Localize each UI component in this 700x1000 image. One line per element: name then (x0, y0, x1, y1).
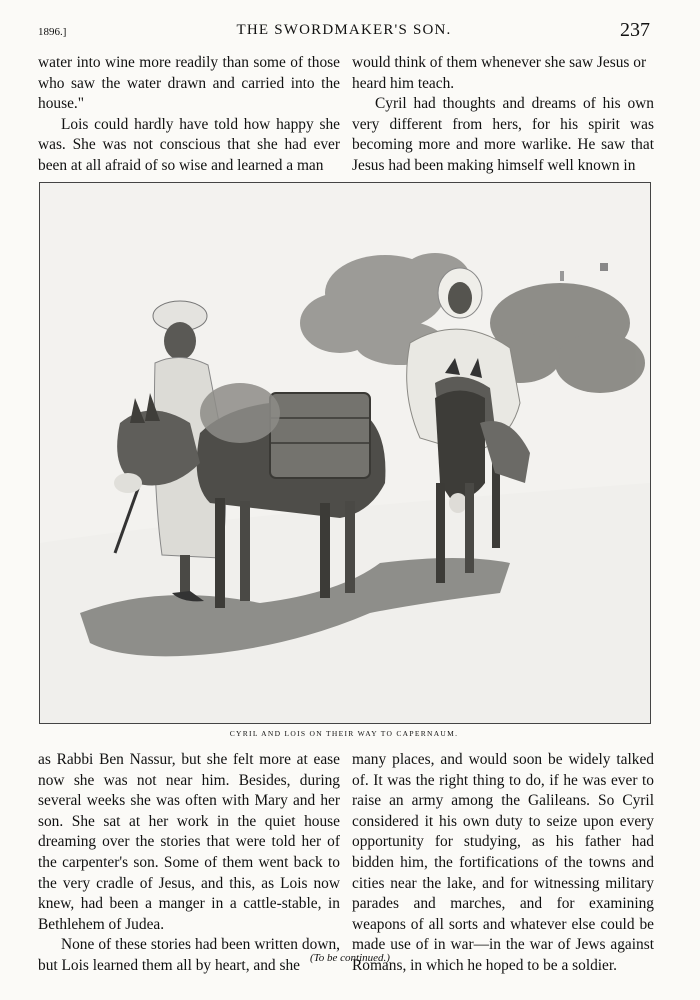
column-top-left (38, 53, 340, 177)
paragraph: Lois could hardly have told how happy she was. She was not conscious that she had ever been at all afraid of so wise and learned a man (38, 115, 340, 174)
paragraph: Cyril had thoughts and dreams of his own very different from hers, for his spirit was becoming more and more warlike. He saw that Jesus had been making himself well known in (352, 95, 654, 174)
column-bottom-right (352, 750, 654, 977)
illustration (39, 182, 651, 724)
header-year: 1896.] (38, 26, 67, 38)
to-be-continued-note: (To be continued.) (310, 952, 390, 964)
running-title: THE SWORDMAKER'S SON. (236, 22, 452, 38)
column-top-right (352, 53, 654, 177)
paragraph: many places, and would soon be widely talked of. It was the right thing to do, if he was ever to raise an army among the Galileans. So Cyril considered it his own duty to seize upon every opportunity for studying, as his father had bidden him, the fortifications of the towns and cities near the lake, and for witnessing military parades and marches, and for examining weapons of all sorts and whatever else could be made use of in war—in the war of Jews against Romans, in which he hoped to be a soldier. (352, 751, 654, 974)
page-header (38, 18, 650, 42)
illustration-caption: CYRIL AND LOIS ON THEIR WAY TO CAPERNAUM. (229, 729, 459, 738)
column-bottom-left (38, 750, 340, 977)
paragraph: would think of them whenever she saw Jesus or heard him teach. (352, 54, 647, 92)
page-number: 237 (620, 19, 650, 41)
paragraph: None of these stories had been written down, but Lois learned them all by heart, and she (38, 936, 340, 974)
paragraph: water into wine more readily than some of those who saw the water drawn and carried into the house." (38, 54, 340, 113)
paragraph: as Rabbi Ben Nassur, but she felt more at ease now she was not near him. Besides, during several weeks she was often with Mary and her son. She sat at her work in the quiet house dreaming over the stories that were told her of the carpenter's son. Some of them went back to the very cradle of Jesus, and this, as Lois now knew, had been a manger in a cattle-stable, in Bethlehem of Judea. (38, 751, 340, 933)
illustration-drawing (40, 183, 650, 723)
